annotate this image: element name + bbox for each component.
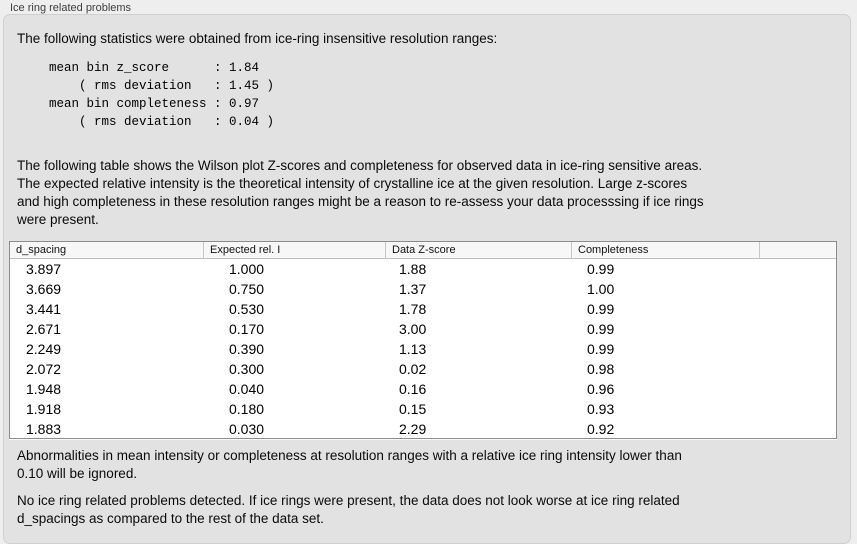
cell-d-spacing: 1.883	[26, 421, 62, 437]
cell-data-z-score: 1.37	[399, 281, 427, 297]
table-description-line: The expected relative intensity is the theoretical intensity of crystalline ice at the given resolution. Large z-scores	[17, 176, 688, 191]
table-row[interactable]	[10, 319, 836, 339]
panel-title: Ice ring related problems	[10, 2, 132, 14]
cell-d-spacing: 2.671	[26, 321, 62, 337]
table-header-row	[10, 242, 836, 259]
cell-data-z-score: 2.29	[399, 421, 427, 437]
table-row[interactable]	[10, 419, 836, 439]
cell-data-z-score: 1.13	[399, 341, 427, 357]
cell-expected-rel-i: 0.170	[229, 321, 265, 337]
cell-d-spacing: 1.948	[26, 381, 62, 397]
stat-completeness-rms-deviation: ( rms deviation : 0.04 )	[49, 115, 275, 129]
ignore-note-text	[17, 447, 682, 483]
header-cell-expected-rel-i[interactable]: Expected rel. I	[203, 242, 385, 258]
cell-completeness: 0.93	[587, 401, 615, 417]
table-row[interactable]	[10, 359, 836, 379]
stats-mono-block	[49, 59, 274, 131]
header-cell-data-z-score[interactable]: Data Z-score	[385, 242, 571, 258]
header-cell-completeness[interactable]: Completeness	[571, 242, 759, 258]
table-description-text	[17, 157, 704, 229]
cell-completeness: 0.99	[587, 341, 615, 357]
stat-z-score-rms-deviation: ( rms deviation : 1.45 )	[49, 79, 275, 93]
table-row[interactable]	[10, 259, 836, 279]
conclusion-text	[17, 492, 680, 528]
cell-completeness: 0.99	[587, 261, 615, 277]
cell-d-spacing: 1.918	[26, 401, 62, 417]
cell-expected-rel-i: 0.300	[229, 361, 265, 377]
conclusion-line: No ice ring related problems detected. If ice rings were present, the data does not look worse at ice ring related	[17, 493, 680, 508]
cell-expected-rel-i: 0.040	[229, 381, 265, 397]
header-cell-empty	[759, 242, 836, 258]
cell-data-z-score: 0.16	[399, 381, 427, 397]
cell-d-spacing: 3.441	[26, 301, 62, 317]
ignore-note-line: Abnormalities in mean intensity or completeness at resolution ranges with a relative ice ring intensity lower than	[17, 448, 682, 463]
cell-d-spacing: 2.072	[26, 361, 62, 377]
cell-expected-rel-i: 1.000	[229, 261, 265, 277]
cell-completeness: 0.96	[587, 381, 615, 397]
cell-expected-rel-i: 0.530	[229, 301, 265, 317]
cell-expected-rel-i: 0.750	[229, 281, 265, 297]
cell-completeness: 0.99	[587, 301, 615, 317]
cell-completeness: 1.00	[587, 281, 615, 297]
cell-data-z-score: 0.02	[399, 361, 427, 377]
stat-mean-bin-completeness: mean bin completeness : 0.97	[49, 97, 260, 111]
table-row[interactable]	[10, 379, 836, 399]
cell-expected-rel-i: 0.390	[229, 341, 265, 357]
table-row[interactable]	[10, 279, 836, 299]
header-cell-d-spacing[interactable]: d_spacing	[16, 244, 67, 256]
table-description-line: were present.	[17, 212, 99, 227]
cell-expected-rel-i: 0.180	[229, 401, 265, 417]
cell-data-z-score: 0.15	[399, 401, 427, 417]
cell-expected-rel-i: 0.030	[229, 421, 265, 437]
cell-data-z-score: 1.88	[399, 261, 427, 277]
group-box	[3, 14, 851, 544]
table-description-line: The following table shows the Wilson plot Z-scores and completeness for observed data in ice-ring sensitive areas.	[17, 158, 703, 173]
cell-data-z-score: 3.00	[399, 321, 427, 337]
table-description-line: and high completeness in these resolution ranges might be a reason to re-assess your data processsing if ice rings	[17, 194, 704, 209]
table-body	[10, 259, 836, 439]
cell-completeness: 0.99	[587, 321, 615, 337]
ignore-note-line: 0.10 will be ignored.	[17, 466, 138, 481]
table-row[interactable]	[10, 339, 836, 359]
table-row[interactable]	[10, 299, 836, 319]
cell-completeness: 0.92	[587, 421, 615, 437]
stat-mean-bin-z-score: mean bin z_score : 1.84	[49, 61, 260, 75]
stats-intro-text	[17, 30, 497, 48]
cell-data-z-score: 1.78	[399, 301, 427, 317]
ice-ring-table	[9, 241, 837, 439]
table-row[interactable]	[10, 399, 836, 419]
cell-completeness: 0.98	[587, 361, 615, 377]
cell-d-spacing: 2.249	[26, 341, 62, 357]
conclusion-line: d_spacings as compared to the rest of the data set.	[17, 511, 324, 526]
cell-d-spacing: 3.897	[26, 261, 62, 277]
cell-d-spacing: 3.669	[26, 281, 62, 297]
stats-intro-line: The following statistics were obtained from ice-ring insensitive resolution ranges:	[17, 31, 498, 46]
